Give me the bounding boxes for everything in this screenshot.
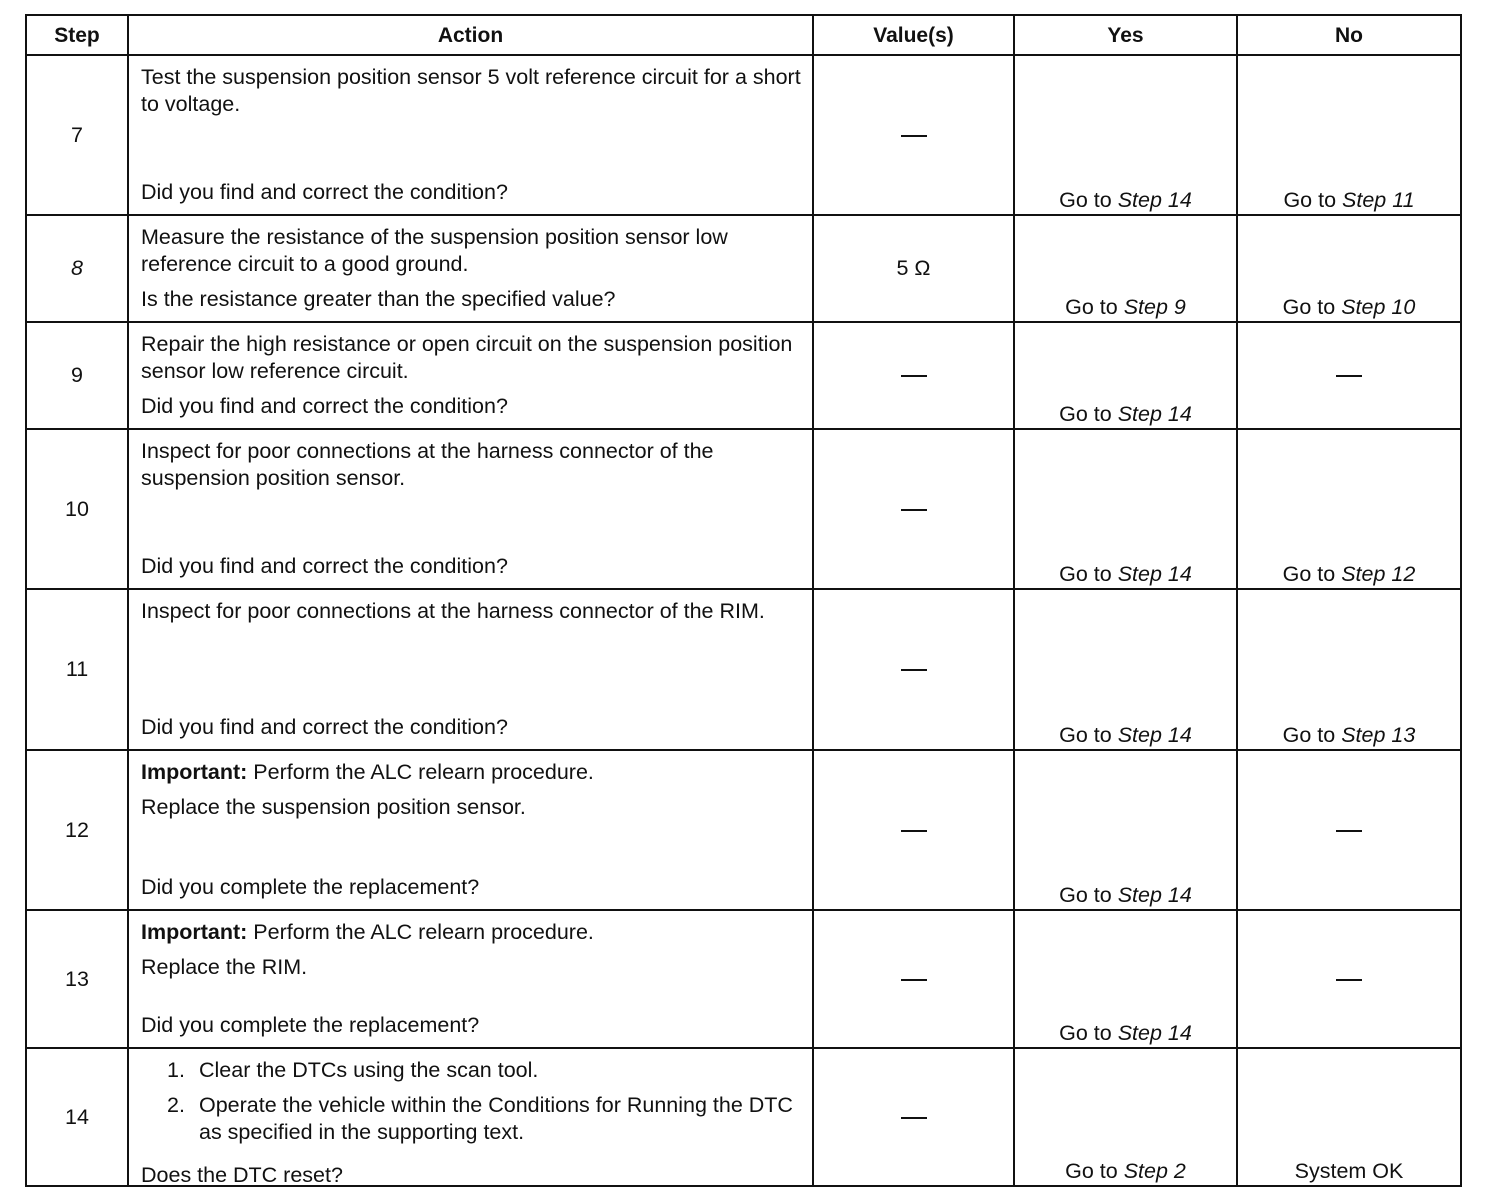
table-row <box>26 589 1461 750</box>
no-value-dash <box>901 979 927 981</box>
go-to-prefix: Go to <box>1282 562 1336 586</box>
table-row <box>26 1048 1461 1186</box>
table-row <box>26 322 1461 429</box>
action-cell <box>128 55 813 215</box>
action-question: Did you complete the replacement? <box>141 875 480 899</box>
instruction-text: Replace the suspension position sensor. <box>141 795 526 819</box>
no-result: System OK <box>1294 1159 1404 1183</box>
action-content <box>129 911 812 1045</box>
action-question: Is the resistance greater than the specified value? <box>141 287 616 311</box>
no-value-dash <box>901 135 927 137</box>
value-cell <box>813 589 1014 750</box>
action-instructions <box>141 224 802 278</box>
step-reference: Step 2 <box>1123 1159 1186 1183</box>
step-reference: Step 14 <box>1117 1021 1192 1045</box>
list-text: Operate the vehicle within the Conditions for Running the DTC as specified in the supporting text. <box>199 1093 793 1144</box>
no-cell <box>1237 215 1461 322</box>
step-number: 14 <box>26 1048 128 1186</box>
action-instructions <box>141 759 802 821</box>
action-cell <box>128 910 813 1048</box>
value-cell <box>813 750 1014 910</box>
diagnostic-table <box>25 14 1462 1187</box>
action-instructions <box>141 1057 802 1154</box>
numbered-list <box>141 1057 802 1154</box>
table-row <box>26 750 1461 910</box>
go-to-prefix: Go to <box>1065 295 1118 319</box>
go-to-prefix: Go to <box>1059 723 1112 747</box>
step-reference: Step 11 <box>1342 188 1415 212</box>
action-content <box>129 1049 812 1187</box>
step-reference: Step 14 <box>1117 402 1192 426</box>
go-to-prefix: Go to <box>1059 1021 1112 1045</box>
list-number: 1. <box>167 1058 185 1082</box>
value-cell <box>813 910 1014 1048</box>
step-number: 13 <box>26 910 128 1048</box>
action-instructions <box>141 64 802 118</box>
action-content <box>129 323 812 426</box>
no-cell <box>1237 55 1461 215</box>
value-cell <box>813 215 1014 322</box>
no-action-dash <box>1336 830 1362 832</box>
table-row <box>26 429 1461 589</box>
go-to-prefix: Go to <box>1059 562 1112 586</box>
yes-cell <box>1014 589 1237 750</box>
action-instructions <box>141 331 802 385</box>
important-label: Important: <box>141 760 248 784</box>
yes-cell <box>1014 1048 1237 1186</box>
go-to-prefix: Go to <box>1059 188 1112 212</box>
step-reference: Step 14 <box>1117 723 1192 747</box>
value-text: 5 Ω <box>896 256 931 280</box>
important-label: Important: <box>141 920 248 944</box>
action-cell <box>128 750 813 910</box>
yes-cell <box>1014 750 1237 910</box>
instruction-text: Measure the resistance of the suspension position sensor low reference circuit to a good ground. <box>141 225 728 276</box>
step-reference: Step 14 <box>1117 562 1192 586</box>
header-values: Value(s) <box>813 15 1014 55</box>
step-number: 8 <box>26 215 128 322</box>
yes-cell <box>1014 429 1237 589</box>
step-number: 9 <box>26 322 128 429</box>
go-to-prefix: Go to <box>1059 883 1112 907</box>
step-number: 7 <box>26 55 128 215</box>
no-action-dash <box>1336 979 1362 981</box>
step-reference: Step 13 <box>1341 723 1416 747</box>
no-value-dash <box>901 669 927 671</box>
yes-cell <box>1014 215 1237 322</box>
action-question: Does the DTC reset? <box>141 1163 343 1187</box>
go-to-prefix: Go to <box>1059 402 1112 426</box>
header-action: Action <box>128 15 813 55</box>
action-question: Did you complete the replacement? <box>141 1013 480 1037</box>
no-cell <box>1237 322 1461 429</box>
table-row <box>26 910 1461 1048</box>
no-cell <box>1237 429 1461 589</box>
action-instructions <box>141 438 802 492</box>
step-reference: Step 14 <box>1117 883 1192 907</box>
step-reference: Step 12 <box>1341 562 1416 586</box>
value-cell <box>813 55 1014 215</box>
step-reference: Step 14 <box>1117 188 1192 212</box>
list-text: Clear the DTCs using the scan tool. <box>199 1058 539 1082</box>
important-text: Perform the ALC relearn procedure. <box>253 920 594 944</box>
action-question: Did you find and correct the condition? <box>141 394 508 418</box>
important-text: Perform the ALC relearn procedure. <box>253 760 594 784</box>
no-value-dash <box>901 375 927 377</box>
action-cell <box>128 589 813 750</box>
no-cell <box>1237 910 1461 1048</box>
list-number: 2. <box>167 1093 185 1117</box>
action-instructions <box>141 598 802 625</box>
action-content <box>129 751 812 907</box>
step-number: 12 <box>26 750 128 910</box>
action-cell <box>128 429 813 589</box>
list-item <box>167 1057 802 1084</box>
important-note <box>141 919 802 946</box>
important-note <box>141 759 802 786</box>
yes-cell <box>1014 910 1237 1048</box>
step-number: 11 <box>26 589 128 750</box>
action-cell <box>128 322 813 429</box>
value-cell <box>813 322 1014 429</box>
header-yes: Yes <box>1014 15 1237 55</box>
action-content <box>129 216 812 319</box>
no-value-dash <box>901 509 927 511</box>
table-row <box>26 55 1461 215</box>
table-row <box>26 215 1461 322</box>
no-value-dash <box>901 830 927 832</box>
go-to-prefix: Go to <box>1282 295 1336 319</box>
action-cell <box>128 1048 813 1186</box>
action-instructions <box>141 919 802 981</box>
table-body <box>26 55 1461 1186</box>
step-number: 10 <box>26 429 128 589</box>
step-reference: Step 9 <box>1123 295 1186 319</box>
instruction-text: Test the suspension position sensor 5 volt reference circuit for a short to voltage. <box>141 65 801 116</box>
no-value-dash <box>901 1117 927 1119</box>
no-cell <box>1237 1048 1461 1186</box>
header-row <box>26 15 1461 55</box>
list-item <box>167 1092 802 1146</box>
value-cell <box>813 1048 1014 1186</box>
action-question: Did you find and correct the condition? <box>141 715 508 739</box>
step-reference: Step 10 <box>1341 295 1416 319</box>
value-cell <box>813 429 1014 589</box>
action-content <box>129 430 812 586</box>
yes-cell <box>1014 55 1237 215</box>
header-step: Step <box>26 15 128 55</box>
action-question: Did you find and correct the condition? <box>141 554 508 578</box>
instruction-text: Replace the RIM. <box>141 955 308 979</box>
go-to-prefix: Go to <box>1283 188 1337 212</box>
instruction-text: Repair the high resistance or open circuit on the suspension position sensor low reference circuit. <box>141 332 793 383</box>
action-question: Did you find and correct the condition? <box>141 180 508 204</box>
no-cell <box>1237 589 1461 750</box>
instruction-text: Inspect for poor connections at the harness connector of the suspension position sensor. <box>141 439 714 490</box>
action-cell <box>128 215 813 322</box>
yes-cell <box>1014 322 1237 429</box>
header-no: No <box>1237 15 1461 55</box>
go-to-prefix: Go to <box>1065 1159 1118 1183</box>
instruction-text: Inspect for poor connections at the harness connector of the RIM. <box>141 599 765 623</box>
action-content <box>129 590 812 747</box>
go-to-prefix: Go to <box>1282 723 1336 747</box>
no-cell <box>1237 750 1461 910</box>
action-content <box>129 56 812 212</box>
no-action-dash <box>1336 375 1362 377</box>
